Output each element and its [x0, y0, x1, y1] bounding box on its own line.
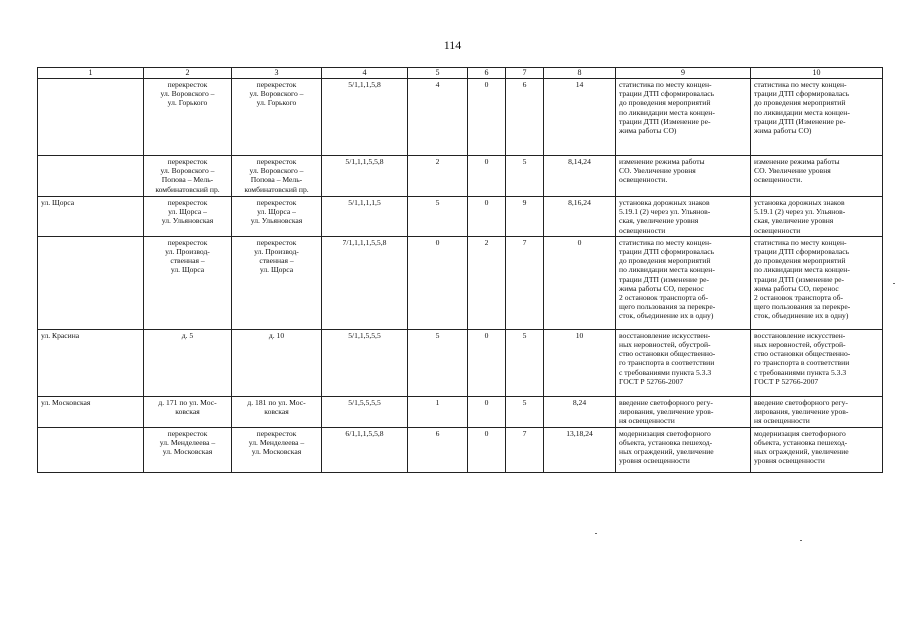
- header-cell: 3: [232, 68, 322, 79]
- cause-cell-line: до проведения мероприятий: [619, 256, 711, 266]
- location-to-cell-line: перекресток: [256, 428, 297, 438]
- header-cell: 10: [751, 68, 883, 79]
- scan-speck: [893, 283, 895, 284]
- measures-cell-line: 5.19.1 (2) через ул. Ульянов-: [754, 207, 846, 217]
- cause-cell: [616, 197, 751, 237]
- location-from-cell-line: Попова – Мель-: [161, 175, 214, 185]
- location-to-cell: [232, 396, 322, 427]
- cause-cell-line: по ликвидации места концен-: [619, 265, 715, 275]
- measures-cell-line: модернизация светофорного: [754, 428, 846, 438]
- table-row: [38, 156, 883, 197]
- count-cell: 5: [408, 197, 468, 237]
- cause-cell-line: объекта, установка пешеход-: [619, 438, 713, 448]
- location-from-cell-line: д. 5: [181, 330, 194, 340]
- measures-cell-line: 2 остановок транспорта об-: [754, 293, 844, 303]
- cause-cell: [616, 396, 751, 427]
- location-to-cell-line: ул. Щорса: [259, 265, 294, 275]
- location-from-cell: [144, 396, 232, 427]
- measures-cell-line: трации ДТП сформировалась: [754, 89, 850, 99]
- count-cell: 0: [468, 427, 506, 472]
- location-from-cell-line: ул. Щорса –: [168, 207, 207, 217]
- table-row: [38, 396, 883, 427]
- measures-cell-line: освещенности.: [754, 175, 803, 185]
- location-to-cell-line: ул. Горького: [256, 98, 297, 108]
- cause-cell-line: статистика по месту концен-: [619, 237, 712, 247]
- measures-cell: [751, 427, 883, 472]
- location-to-cell-line: ул. Щорса –: [257, 207, 296, 217]
- measures-cell-line: го транспорта в соответствии: [754, 358, 850, 368]
- cause-cell-line: трации ДТП сформировалась: [619, 89, 715, 99]
- count-cell: 5: [506, 156, 544, 197]
- measures-cell-line: изменение режима работы: [754, 157, 840, 166]
- header-cell: 7: [506, 68, 544, 79]
- location-from-cell: [144, 329, 232, 396]
- location-to-cell-line: ул. Менделеева –: [248, 438, 305, 448]
- location-from-cell-line: перекресток: [167, 237, 208, 247]
- count-cell: 1: [408, 396, 468, 427]
- measures-cell-line: жима работы СО): [754, 126, 812, 136]
- factors-cell: 10: [544, 329, 616, 396]
- measures-cell-line: трации ДТП (изменение ре-: [754, 274, 845, 284]
- measures-cell-line: жима работы СО, перенос: [754, 283, 839, 293]
- measures-cell: [751, 396, 883, 427]
- cause-cell-line: лирования, увеличение уров-: [619, 407, 714, 417]
- cause-cell: [616, 79, 751, 156]
- count-cell: 6: [408, 427, 468, 472]
- location-to-cell: [232, 156, 322, 197]
- location-to-cell-line: ул. Воровского –: [249, 166, 304, 176]
- measures-cell-line: уровня освещенности: [754, 456, 825, 466]
- location-from-cell: [144, 236, 232, 329]
- measures-cell: [751, 329, 883, 396]
- location-from-cell: [144, 197, 232, 237]
- location-to-cell: [232, 79, 322, 156]
- cause-cell-line: установка дорожных знаков: [619, 198, 710, 207]
- cause-cell-line: освещенности: [619, 225, 666, 235]
- measures-cell-line: введение светофорного регу-: [754, 397, 848, 407]
- location-from-cell-line: ул. Щорса: [170, 265, 205, 275]
- cause-cell-line: трации ДТП (Изменение ре-: [619, 116, 711, 126]
- code-cell: 5/1,1,5,5,5: [322, 329, 408, 396]
- location-from-cell-line: ул. Горького: [167, 98, 208, 108]
- location-from-cell: [144, 427, 232, 472]
- scan-speck: [800, 540, 802, 541]
- measures-cell-line: лирования, увеличение уров-: [754, 407, 849, 417]
- cause-cell: [616, 156, 751, 197]
- street-cell: [38, 79, 144, 156]
- code-cell: 5/1,1,1,5,5,8: [322, 156, 408, 197]
- measures-cell-line: сток, объединение их в одну): [754, 311, 849, 321]
- measures-cell-line: трации ДТП (Изменение ре-: [754, 116, 846, 126]
- measures-cell-line: статистика по месту концен-: [754, 237, 847, 247]
- location-from-cell-line: ул. Воровского –: [160, 89, 215, 99]
- count-cell: 9: [506, 197, 544, 237]
- table-row: [38, 79, 883, 156]
- header-cell: 4: [322, 68, 408, 79]
- location-to-cell: [232, 197, 322, 237]
- location-to-cell: [232, 329, 322, 396]
- table-body: [38, 79, 883, 473]
- count-cell: 6: [506, 79, 544, 156]
- cause-cell: [616, 236, 751, 329]
- street-cell: [38, 236, 144, 329]
- count-cell: 0: [408, 236, 468, 329]
- code-cell: 5/1,1,1,1,5: [322, 197, 408, 237]
- location-to-cell-line: д. 181 по ул. Мос-: [247, 397, 306, 407]
- table-row: [38, 427, 883, 472]
- location-to-cell-line: ственная –: [259, 256, 294, 266]
- cause-cell-line: статистика по месту концен-: [619, 80, 712, 89]
- measures-cell-line: восстановление искусствен-: [754, 330, 846, 340]
- location-to-cell-line: д. 10: [268, 330, 285, 340]
- cause-cell-line: ня освещенности: [619, 416, 675, 426]
- location-from-cell-line: ул. Производ-: [165, 247, 210, 257]
- location-to-cell-line: Попова – Мель-: [250, 175, 303, 185]
- location-to-cell-line: перекресток: [256, 237, 297, 247]
- measures-cell-line: трации ДТП сформировалась: [754, 247, 850, 257]
- location-to-cell-line: комбинатовский пр.: [244, 184, 309, 194]
- code-cell: 5/1,1,1,5,8: [322, 79, 408, 156]
- cause-cell-line: введение светофорного регу-: [619, 397, 713, 407]
- location-to-cell: [232, 427, 322, 472]
- location-from-cell-line: ул. Воровского –: [160, 166, 215, 176]
- cause-cell-line: до проведения мероприятий: [619, 98, 711, 108]
- cause-cell-line: сток, объединение их в одну): [619, 311, 714, 321]
- page-number: 114: [443, 38, 462, 52]
- measures-cell: [751, 236, 883, 329]
- table-row: [38, 329, 883, 396]
- location-from-cell-line: перекресток: [167, 80, 208, 89]
- cause-cell-line: щего пользования за перекре-: [619, 302, 716, 312]
- location-from-cell-line: ул. Московская: [162, 447, 213, 457]
- cause-cell: [616, 329, 751, 396]
- count-cell: 0: [468, 156, 506, 197]
- location-to-cell-line: перекресток: [256, 157, 297, 166]
- cause-cell-line: 2 остановок транспорта об-: [619, 293, 709, 303]
- count-cell: 7: [506, 236, 544, 329]
- measures-cell: [751, 156, 883, 197]
- cause-cell-line: с требованиями пункта 5.3.3: [619, 367, 712, 377]
- count-cell: 5: [506, 329, 544, 396]
- location-to-cell-line: перекресток: [256, 80, 297, 89]
- measures-cell: [751, 79, 883, 156]
- cause-cell-line: уровня освещенности: [619, 456, 690, 466]
- header-cell: 6: [468, 68, 506, 79]
- factors-cell: 13,18,24: [544, 427, 616, 472]
- count-cell: 0: [468, 329, 506, 396]
- measures-cell-line: ГОСТ Р 52766-2007: [754, 376, 819, 386]
- street-cell: [38, 427, 144, 472]
- count-cell: 2: [408, 156, 468, 197]
- factors-cell: 8,16,24: [544, 197, 616, 237]
- factors-cell: 8,24: [544, 396, 616, 427]
- measures-cell-line: до проведения мероприятий: [754, 98, 846, 108]
- code-cell: 5/1,5,5,5,5: [322, 396, 408, 427]
- street-cell: [38, 156, 144, 197]
- cause-cell-line: го транспорта в соответствии: [619, 358, 715, 368]
- count-cell: 0: [468, 197, 506, 237]
- header-cell: 9: [616, 68, 751, 79]
- cause-cell-line: по ликвидации места концен-: [619, 107, 715, 117]
- cause-cell-line: ГОСТ Р 52766-2007: [619, 376, 684, 386]
- code-cell: 6/1,1,1,5,5,8: [322, 427, 408, 472]
- measures-cell-line: объекта, установка пешеход-: [754, 438, 848, 448]
- measures-cell-line: щего пользования за перекре-: [754, 302, 851, 312]
- measures-cell-line: с требованиями пункта 5.3.3: [754, 367, 847, 377]
- cause-cell-line: трации ДТП сформировалась: [619, 247, 715, 257]
- measures-cell: [751, 197, 883, 237]
- cause-cell-line: ская, увеличение уровня: [619, 216, 699, 226]
- street-cell: ул. Московская: [38, 396, 144, 427]
- header-cell: 8: [544, 68, 616, 79]
- measures-cell-line: ня освещенности: [754, 416, 810, 426]
- count-cell: 4: [408, 79, 468, 156]
- factors-cell: 8,14,24: [544, 156, 616, 197]
- location-to-cell-line: ковская: [264, 407, 289, 417]
- measures-cell-line: до проведения мероприятий: [754, 256, 846, 266]
- location-from-cell-line: д. 171 по ул. Мос-: [158, 397, 217, 407]
- scan-speck: [595, 533, 597, 534]
- cause-cell-line: ство остановки общественно-: [619, 349, 716, 359]
- measures-cell-line: освещенности: [754, 225, 801, 235]
- table-row: [38, 197, 883, 237]
- count-cell: 2: [468, 236, 506, 329]
- location-from-cell-line: ственная –: [170, 256, 205, 266]
- measures-cell-line: установка дорожных знаков: [754, 198, 845, 207]
- cause-cell-line: модернизация светофорного: [619, 428, 711, 438]
- location-from-cell-line: ковская: [175, 407, 200, 417]
- measures-cell-line: ных неровностей, обустрой-: [754, 340, 846, 350]
- cause-cell-line: изменение режима работы: [619, 157, 705, 166]
- location-from-cell-line: перекресток: [167, 157, 208, 166]
- cause-cell-line: ных ограждений, увеличение: [619, 447, 714, 457]
- measures-cell-line: статистика по месту концен-: [754, 80, 847, 89]
- location-to-cell-line: перекресток: [256, 198, 297, 207]
- location-from-cell-line: комбинатовский пр.: [155, 184, 220, 194]
- measures-cell-line: ство остановки общественно-: [754, 349, 851, 359]
- location-from-cell-line: перекресток: [167, 198, 208, 207]
- table-row: [38, 236, 883, 329]
- incident-table: [37, 67, 883, 473]
- measures-cell-line: СО. Увеличение уровня: [754, 166, 831, 176]
- cause-cell-line: освещенности.: [619, 175, 668, 185]
- cause-cell: [616, 427, 751, 472]
- location-to-cell-line: ул. Воровского –: [249, 89, 304, 99]
- street-cell: ул. Красина: [38, 329, 144, 396]
- header-cell: 2: [144, 68, 232, 79]
- count-cell: 0: [468, 396, 506, 427]
- cause-cell-line: ных неровностей, обустрой-: [619, 340, 711, 350]
- count-cell: 5: [408, 329, 468, 396]
- cause-cell-line: жима работы СО, перенос: [619, 283, 704, 293]
- measures-cell-line: ных ограждений, увеличение: [754, 447, 849, 457]
- header-row: [38, 68, 883, 79]
- location-to-cell: [232, 236, 322, 329]
- location-from-cell: [144, 79, 232, 156]
- location-to-cell-line: ул. Производ-: [254, 247, 299, 257]
- location-from-cell-line: ул. Менделеева –: [159, 438, 216, 448]
- location-from-cell: [144, 156, 232, 197]
- count-cell: 0: [468, 79, 506, 156]
- header-cell: 1: [38, 68, 144, 79]
- code-cell: 7/1,1,1,1,5,5,8: [322, 236, 408, 329]
- cause-cell-line: трации ДТП (изменение ре-: [619, 274, 710, 284]
- measures-cell-line: по ликвидации места концен-: [754, 107, 850, 117]
- header-cell: 5: [408, 68, 468, 79]
- measures-cell-line: ская, увеличение уровня: [754, 216, 834, 226]
- factors-cell: 14: [544, 79, 616, 156]
- location-to-cell-line: ул. Ульяновская: [250, 216, 303, 226]
- location-from-cell-line: перекресток: [167, 428, 208, 438]
- location-to-cell-line: ул. Московская: [251, 447, 302, 457]
- factors-cell: 0: [544, 236, 616, 329]
- count-cell: 7: [506, 427, 544, 472]
- measures-cell-line: по ликвидации места концен-: [754, 265, 850, 275]
- cause-cell-line: 5.19.1 (2) через ул. Ульянов-: [619, 207, 711, 217]
- location-from-cell-line: ул. Ульяновская: [161, 216, 214, 226]
- street-cell: ул. Щорса: [38, 197, 144, 237]
- cause-cell-line: восстановление искусствен-: [619, 330, 711, 340]
- cause-cell-line: жима работы СО): [619, 126, 677, 136]
- cause-cell-line: СО. Увеличение уровня: [619, 166, 696, 176]
- count-cell: 5: [506, 396, 544, 427]
